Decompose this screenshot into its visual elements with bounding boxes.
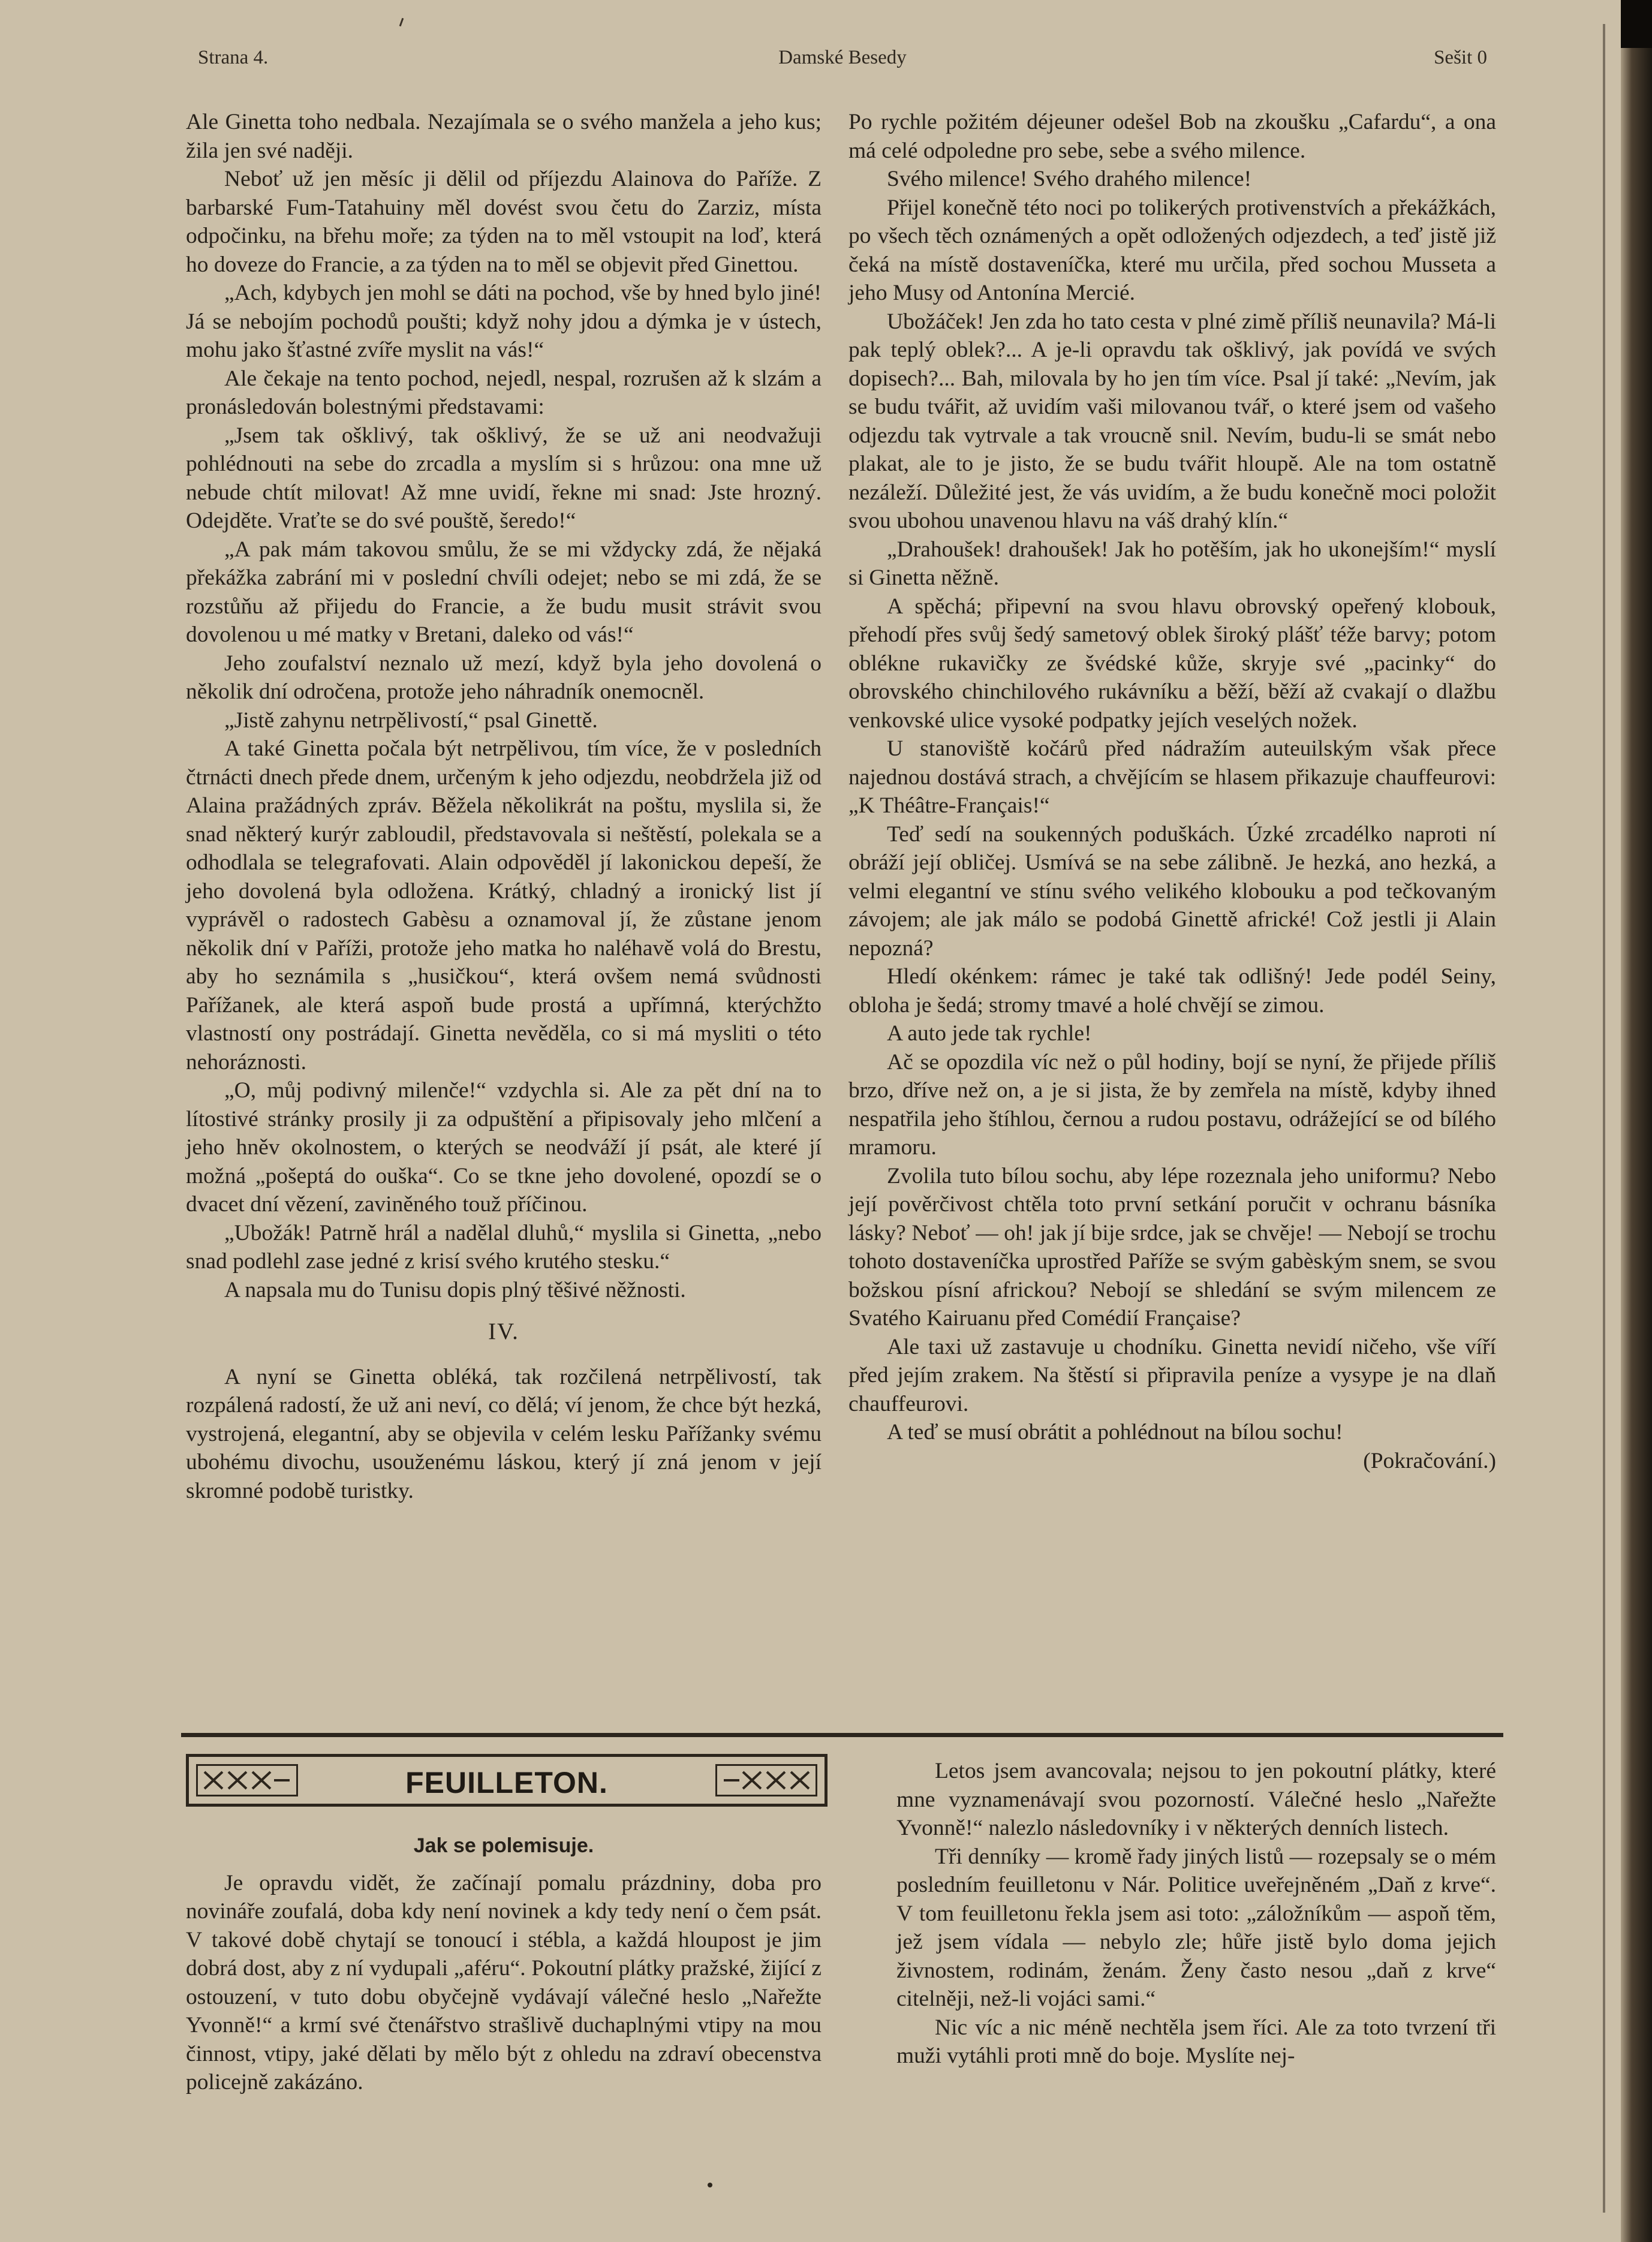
story-paragraph: „Jsem tak ošklivý, tak ošklivý, že se už ani neodvažuji pohlédnouti na sebe do zrcadla a myslím si s hrůzou: ona mne už nebude chtít milovat! Až mne uvidí, řekne mi snad: Jste hrozný. Odejděte. Vraťte se do své pouště, šeredo!“ bbox=[186, 423, 822, 533]
story-paragraph: A napsala mu do Tunisu dopis plný těšivé něžnosti. bbox=[224, 1277, 686, 1302]
feuilleton-paragraph: Tři denníky — kromě řady jiných listů — rozepsaly se o mém posledním feuilletonu v Nár. Politice uveřejněném „Daň z krve“. V tom feuilletonu řekla jsem asi toto: „záložníkům — aspoň těm, jež jsem vídala — nebylo zle; hůře jistě bylo doma jejich živnostem, rodinám, ženám. Ženy často nesou „daň z krve“ citelněji, než-li vojáci sami.“ bbox=[896, 1844, 1496, 2011]
corner-mark bbox=[1621, 0, 1652, 48]
feuilleton-title: FEUILLETON. bbox=[405, 1766, 608, 1799]
print-mark bbox=[399, 18, 404, 26]
section-divider bbox=[181, 1733, 1503, 1737]
story-paragraph: Hledí okénkem: rámec je také tak odlišný! Jede podél Seiny, obloha je šedá; stromy tmavé a holé chvějí se zimou. bbox=[848, 964, 1496, 1018]
feuilleton-subtitle: Jak se polemisuje. bbox=[413, 1834, 594, 1857]
running-head bbox=[198, 47, 1487, 77]
story-paragraph: „Jistě zahynu netrpělivostí,“ psal Ginettě. bbox=[224, 708, 598, 733]
story-paragraph: Neboť už jen měsíc ji dělil od příjezdu Alainova do Paříže. Z barbarské Fum-Tatahuiny měl dovést svou četu do Zarziz, místa odpočinku, na břehu moře; za týden na to měl vstoupit na loď, která ho doveze do Francie, a za týden na to měl se objevit před Ginettou. bbox=[186, 167, 822, 277]
story-paragraph: Ač se opozdila víc než o půl hodiny, bojí se nyní, že přijede příliš brzo, dříve než on, a je si jista, že by zemřela na místě, kdyby ihned nespatřila jeho štíhlou, černou a rudou postavu, odrážející se od bílého mramoru. bbox=[848, 1049, 1496, 1160]
print-speck bbox=[708, 2183, 712, 2187]
story-paragraph: Ale Ginetta toho nedbala. Nezajímala se o svého manžela a jeho kus; žila jen své naději. bbox=[186, 110, 822, 163]
feuilleton-paragraph: Je opravdu vidět, že začínají pomalu prázdniny, doba pro novináře zoufalá, doba kdy není novinek a kdy tedy není o čem psát. V takové době chytají se tonoucí i stébla, a každá hloupost je jim dobrá dost, aby z ní vydupali „aféru“. Pokoutní plátky pražské, žijící z ostouzení, v tuto dobu obyčejně vydávají válečné heslo „Nařežte Yvonně!“ a krmí své čtenářstvo strašlivě duchaplnými vtipy na mou činnost, vtipy, jaké dělati by mělo být z ohledu na zdraví obecenstva policejně zakázáno. bbox=[186, 1870, 822, 2094]
story-paragraph: Ale čekaje na tento pochod, nejedl, nespal, rozrušen až k slzám a pronásledován bolestnými představami: bbox=[186, 366, 822, 419]
feuilleton-column-left bbox=[186, 1832, 822, 2216]
story-paragraph: Přijel konečně této noci po tolikerých protivenstvích a překážkách, po všech těch oznámených a opět odložených odjezdech, a teď jistě již čeká na místě dostaveníčka, které mu určila, před sochou Musseta a jeho Musy od Antonína Mercié. bbox=[848, 195, 1496, 305]
magazine-title: Damské Besedy bbox=[778, 47, 907, 68]
story-paragraph: „Ach, kdybych jen mohl se dáti na pochod, vše by hned bylo jiné! Já se nebojím pochodů poušti; když nohy jdou a dýmka je v ústech, mohu jako šťastné zvíře myslit na vás!“ bbox=[186, 281, 822, 362]
story-paragraph: Zvolila tuto bílou sochu, aby lépe rozeznala jeho uniformu? Nebo její pověrčivost chtěla toto první setkání poručit v ochranu básníka lásky? Neboť — oh! jak jí bije srdce, jak se chvěje! — Nebojí se trochu tohoto dostaveníčka uprostřed Paříže se svým gabèským snem, se svou božskou písní africkou? Nebojí se shledání se svým milencem ze Svatého Kairuanu před Comédií Française? bbox=[848, 1163, 1496, 1331]
story-paragraph: U stanoviště kočárů před nádražím auteuilským však přece najednou dostává strach, a chvějícím se hlasem přikazuje chauffeurovi: „K Théâtre-Français!“ bbox=[848, 736, 1496, 818]
story-paragraph: Ubožáček! Jen zda ho tato cesta v plné zimě příliš neunavila? Má-li pak teplý oblek?... A je-li opravdu tak ošklivý, jak povídá ve svých dopisech?... Bah, milovala by ho jen tím více. Psal jí také: „Nevím, jak se budu tvářit, až uvidím vaši milovanou tvář, o které jsem od vašeho odjezdu tak vytrvale a tak vroucně snil. Nevím, budu-li se smát nebo plakat, ale to je jisto, že se budu tvářit hloupě. Ale na tom ostatně nezáleží. Důležité jest, že vás uvidím, a že budu konečně moci položit svou ubohou unavenou hlavu na váš drahý klín.“ bbox=[848, 309, 1496, 533]
story-paragraph: „A pak mám takovou smůlu, že se mi vždycky zdá, že nějaká překážka zabrání mi v poslední chvíli odejet; nebo se mi zdá, že se rozstůňu až přijedu do Francie, a že budu musit strávit svou dovolenou u mé matky v Bretani, daleko od vás!“ bbox=[186, 537, 822, 647]
binding-edge bbox=[1621, 0, 1652, 2242]
story-paragraph: A teď se musí obrátit a pohlédnout na bílou sochu! bbox=[887, 1420, 1343, 1444]
story-paragraph: Ale taxi už zastavuje u chodníku. Ginetta nevidí ničeho, vše víří před jejím zrakem. Na štěstí si připravila peníze a vysype je na dlaň chauffeurovi. bbox=[848, 1334, 1496, 1416]
story-paragraph: „Ubožák! Patrně hrál a nadělal dluhů,“ myslila si Ginetta, „nebo snad podlehl zase jedné z krisí svého krutého stesku.“ bbox=[186, 1220, 822, 1274]
story-paragraph: Svého milence! Svého drahého milence! bbox=[887, 167, 1252, 191]
story-paragraph: A spěchá; připevní na svou hlavu obrovský opeřený klobouk, přehodí přes svůj šedý sametový oblek široký plášť téže barvy; potom obléknе rukavičky ze švédské kůže, skryje své „pacinky“ do obrovského chinchilového rukávníku a běží, běží až cvakají o dlažbu venkovské ulice vysoké podpatky jejích veselých nožek. bbox=[848, 594, 1496, 733]
story-paragraph: Teď sedí na soukenných poduškách. Úzké zrcadélko naproti ní obráží její obličej. Usmívá se na sebe zálibně. Je hezká, ano hezká, a velmi elegantní ve stínu svého velikého klobouku a pod tečkovaným závojem; ale jak málo se podobá Ginettě africké! Což jestli ji Alain nepozná? bbox=[848, 821, 1496, 961]
story-column-left bbox=[186, 108, 822, 1727]
story-paragraph: Jeho zoufalství neznalo už mezí, když byla jeho dovolená o několik dní odročena, protože jeho náhradník onemocněl. bbox=[186, 651, 822, 704]
binding-rule bbox=[1603, 24, 1605, 2213]
story-paragraph: Po rychle požitém déjeuner odešel Bob na zkoušku „Cafardu“, a ona má celé odpoledne pro sebe, sebe a svého milence. bbox=[848, 110, 1496, 163]
story-paragraph: A nyní se Ginetta obléká, tak rozčilená netrpělivostí, tak rozpálená radostí, že už ani neví, co dělá; ví jenom, že chce být hezká, vystrojená, elegantní, aby se objevila v celém lesku Pařížanky svému ubohému divochu, usouženému láskou, který jí zná jenom v její skromné podobě turistky. bbox=[186, 1364, 822, 1503]
feuilleton-banner bbox=[186, 1754, 827, 1807]
feuilleton-column-right bbox=[896, 1757, 1496, 2219]
story-paragraph: A také Ginetta počala být netrpělivou, tím více, že v posledních čtrnácti dnech přede dnem, určeným k jeho odjezdu, neobdržela již od Alaina pražádných zpráv. Běžela několikrát na poštu, myslila si, že snad některý kurýr zabloudil, představovala si neštěstí, polekala se a odhodlala se telegrafovati. Alain odpověděl jí lakonickou depeší, že jeho dovolená byla odložena. Krátký, chladný a ironický list jí vyprávěl o radostech Gabèsu a oznamoval jí, že zůstane jenom několik dní v Paříži, protože jeho matka ho naléhavě volá do Brestu, aby ho seznámila s „husičkou“, která ovšem nemá svůdnosti Pařížanek, ale která aspoň bude prostá a upřímná, kterýchžto vlastností ony postrádají. Ginetta nevěděla, co si má mysliti o této nehoráznosti. bbox=[186, 736, 822, 1075]
story-paragraph: A auto jede tak rychle! bbox=[887, 1021, 1092, 1046]
section-numeral: IV. bbox=[488, 1319, 519, 1344]
ornament-right-icon bbox=[715, 1764, 817, 1796]
continued-note: (Pokračování.) bbox=[1363, 1448, 1496, 1473]
page-number: Strana 4. bbox=[198, 47, 269, 68]
issue-number: Sešit 0 bbox=[1434, 47, 1487, 68]
story-paragraph: „O, můj podivný milenče!“ vzdychla si. Ale za pět dní na to lítostivé stránky prosily ji za odpuštění a připisovaly jeho mlčení a jeho hněv okolnostem, o kterých se neodváží jí psát, ale které jí možná „pošeptá do ouška“. Co se tkne jeho dovolené, opozdí se o dvacet dní vězení, zaviněného touž příčinou. bbox=[186, 1078, 822, 1217]
feuilleton-paragraph: Nic víc a nic méně nechtěla jsem říci. Ale za toto tvrzení tři muži vytáhli proti mně do boje. Myslíte nej- bbox=[896, 2015, 1496, 2068]
story-column-right bbox=[848, 108, 1496, 1727]
story-paragraph: „Drahoušek! drahoušek! Jak ho potěším, jak ho ukonejším!“ myslí si Ginetta něžně. bbox=[848, 537, 1496, 590]
feuilleton-paragraph: Letos jsem avancovala; nejsou to jen pokoutní plátky, které mne vyznamenávají svou pozorností. Válečné heslo „Nařežte Yvonně!“ nalezlo následovníky i v některých denních listech. bbox=[896, 1759, 1496, 1840]
